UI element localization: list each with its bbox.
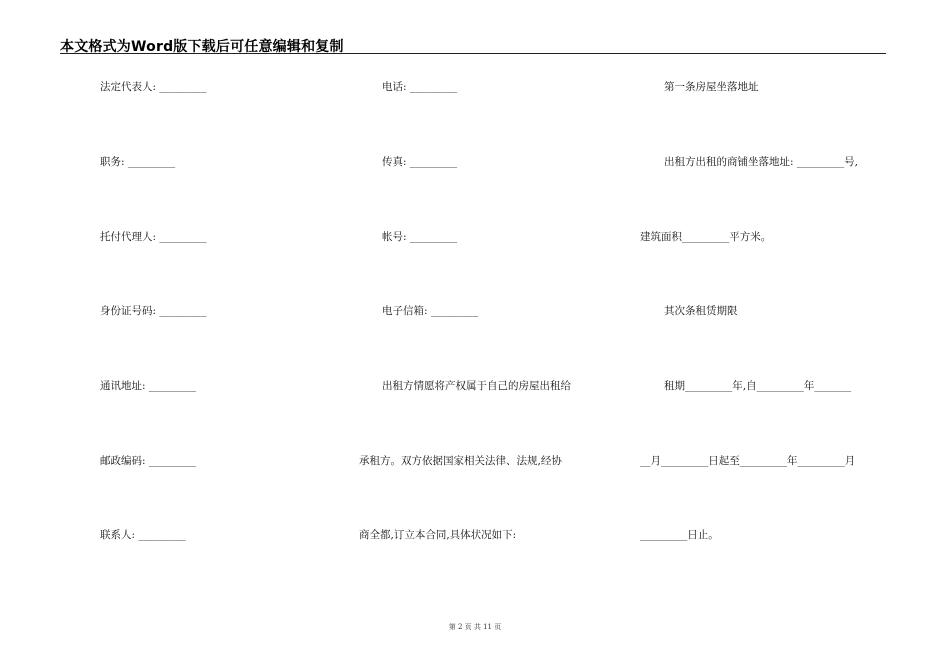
shop-address-line: 出租方出租的商铺坐落地址: _________号, bbox=[664, 156, 858, 168]
lease-term-line-1: 租期_________年,自_________年_______ bbox=[664, 380, 852, 392]
field-phone: 电话: _________ bbox=[382, 81, 458, 93]
page-number: 第 2 页 共 11 页 bbox=[448, 623, 502, 631]
field-email: 电子信箱: _________ bbox=[382, 305, 479, 317]
paragraph-line-1: 出租方情愿将产权属于自己的房屋出租给 bbox=[382, 380, 571, 392]
paragraph-line-2: 承租方。双方依据国家相关法律、法规,经协 bbox=[359, 455, 562, 467]
field-fax: 传真: _________ bbox=[382, 156, 458, 168]
paragraph-line-3: 商全都,订立本合同,具体状况如下: bbox=[359, 529, 517, 541]
field-postal-code: 邮政编码: _________ bbox=[100, 455, 197, 467]
floor-area-line: 建筑面积_________平方米。 bbox=[640, 231, 772, 243]
field-legal-representative: 法定代表人: _________ bbox=[100, 81, 207, 93]
lease-term-line-3: _________日止。 bbox=[640, 529, 719, 541]
article-2-heading: 其次条租赁期限 bbox=[664, 305, 738, 317]
document-header-title: 本文格式为Word版下载后可任意编辑和复制 bbox=[60, 39, 344, 55]
field-position: 职务: _________ bbox=[100, 156, 176, 168]
field-contact-person: 联系人: _________ bbox=[100, 529, 186, 541]
lease-term-line-2: __月_________日起至_________年_________月 bbox=[640, 455, 856, 467]
header-divider bbox=[60, 53, 886, 54]
field-authorized-agent: 托付代理人: _________ bbox=[100, 231, 207, 243]
field-mailing-address: 通讯地址: _________ bbox=[100, 380, 197, 392]
field-id-number: 身份证号码: _________ bbox=[100, 305, 207, 317]
article-1-heading: 第一条房屋坐落地址 bbox=[664, 81, 759, 93]
field-account: 帐号: _________ bbox=[382, 231, 458, 243]
